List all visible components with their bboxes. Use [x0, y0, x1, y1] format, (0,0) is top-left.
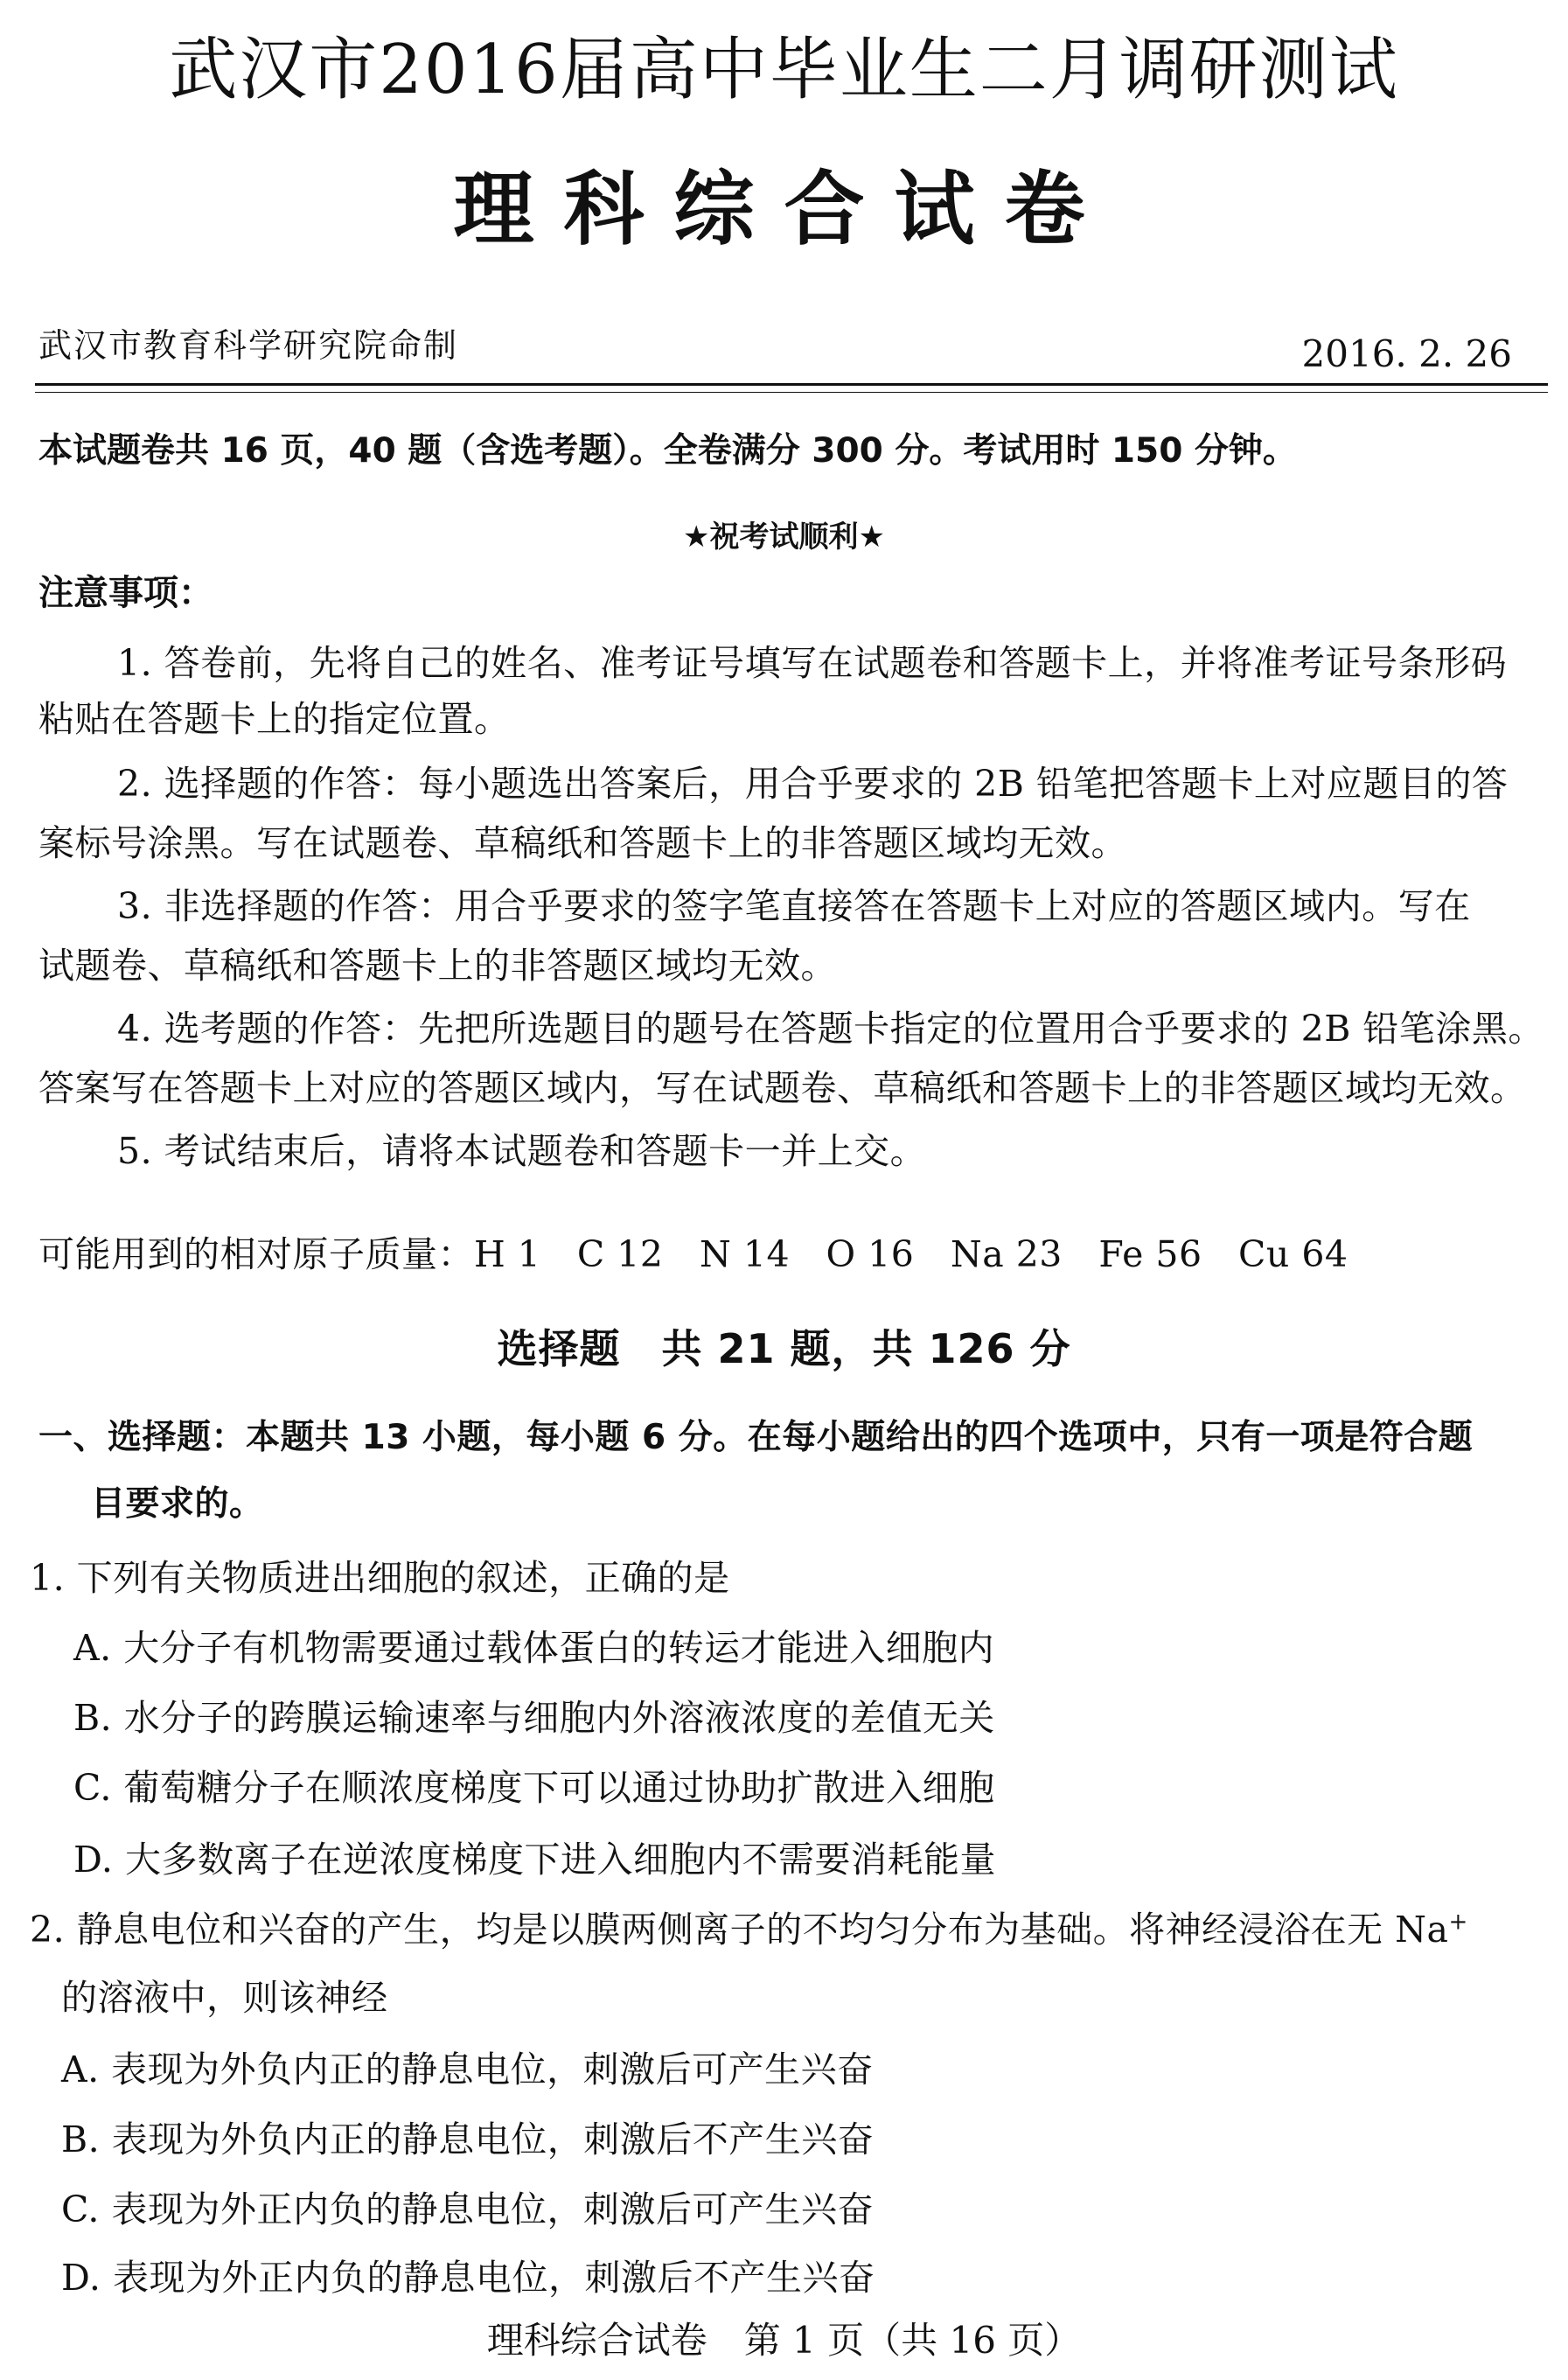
header-rule-thick — [35, 383, 1548, 386]
question-2-stem-cont: 的溶液中，则该神经 — [61, 1977, 388, 2019]
section-instruction-cont: 目要求的。 — [91, 1484, 264, 1524]
atomic-masses-label: 可能用到的相对原子质量： — [38, 1233, 474, 1275]
atomic-masses — [38, 1232, 1348, 1277]
section-instruction: 一、选择题：本题共 13 小题，每小题 6 分。在每小题给出的四个选项中，只有一项是符合题 — [38, 1418, 1474, 1457]
question-2-option-d: D. 表现为外正内负的静息电位，刺激后不产生兴奋 — [61, 2257, 875, 2299]
question-2-stem-text: 2. 静息电位和兴奋的产生，均是以膜两侧离子的不均匀分布为基础。将神经浸浴在无 Na — [30, 1909, 1449, 1951]
note-line: 案标号涂黑。写在试题卷、草稿纸和答题卡上的非答题区域均无效。 — [38, 822, 1127, 864]
note-line: 2. 选择题的作答：每小题选出答案后，用合乎要求的 2B 铅笔把答题卡上对应题目的答 — [117, 763, 1509, 805]
exam-date: 2016. 2. 26 — [1301, 332, 1512, 375]
note-line: 粘贴在答题卡上的指定位置。 — [38, 698, 511, 740]
exam-title: 武汉市2016届高中毕业生二月调研测试 — [169, 31, 1399, 109]
question-1-option-c: C. 葡萄糖分子在顺浓度梯度下可以通过协助扩散进入细胞 — [73, 1767, 995, 1809]
notes-title: 注意事项： — [38, 573, 213, 613]
note-line: 答案写在答题卡上对应的答题区域内，写在试题卷、草稿纸和答题卡上的非答题区域均无效。 — [38, 1067, 1527, 1109]
header-rule-thin — [35, 392, 1548, 393]
page-footer: 理科综合试卷 第 1 页（共 16 页） — [486, 2319, 1082, 2362]
exam-intro: 本试题卷共 16 页，40 题（含选考题）。全卷满分 300 分。考试用时 150 分钟。 — [38, 431, 1297, 471]
note-line: 5. 考试结束后，请将本试题卷和答题卡一并上交。 — [117, 1130, 927, 1172]
note-line: 试题卷、草稿纸和答题卡上的非答题区域均无效。 — [38, 945, 837, 987]
question-2-stem-superscript: + — [1448, 1909, 1468, 1936]
note-line: 3. 非选择题的作答：用合乎要求的签字笔直接答在答题卡上对应的答题区域内。写在 — [117, 885, 1471, 927]
exam-subtitle: 理科综合试卷 — [453, 163, 1115, 256]
question-2-option-b: B. 表现为外负内正的静息电位，刺激后不产生兴奋 — [61, 2118, 875, 2160]
question-2-stem — [30, 1907, 1468, 1952]
atomic-masses-values: H 1 C 12 N 14 O 16 Na 23 Fe 56 Cu 64 — [474, 1233, 1348, 1275]
question-1-option-b: B. 水分子的跨膜运输速率与细胞内外溶液浓度的差值无关 — [73, 1697, 995, 1739]
question-1-stem: 1. 下列有关物质进出细胞的叙述，正确的是 — [30, 1557, 730, 1599]
question-2-option-a: A. 表现为外负内正的静息电位，刺激后可产生兴奋 — [61, 2048, 874, 2090]
question-1-option-d: D. 大多数离子在逆浓度梯度下进入细胞内不需要消耗能量 — [73, 1839, 996, 1881]
question-1-option-a: A. 大分子有机物需要通过载体蛋白的转运才能进入细胞内 — [73, 1627, 995, 1669]
note-line: 4. 选考题的作答：先把所选题目的题号在答题卡指定的位置用合乎要求的 2B 铅笔涂黑。 — [117, 1008, 1544, 1050]
note-line: 1. 答卷前，先将自己的姓名、准考证号填写在试题卷和答题卡上，并将准考证号条形码 — [117, 642, 1508, 684]
issuer: 武汉市教育科学研究院命制 — [38, 326, 459, 365]
good-luck-line: ★祝考试顺利★ — [683, 520, 885, 555]
question-2-option-c: C. 表现为外正内负的静息电位，刺激后可产生兴奋 — [61, 2188, 874, 2230]
section-title: 选择题 共 21 题，共 126 分 — [497, 1325, 1071, 1372]
